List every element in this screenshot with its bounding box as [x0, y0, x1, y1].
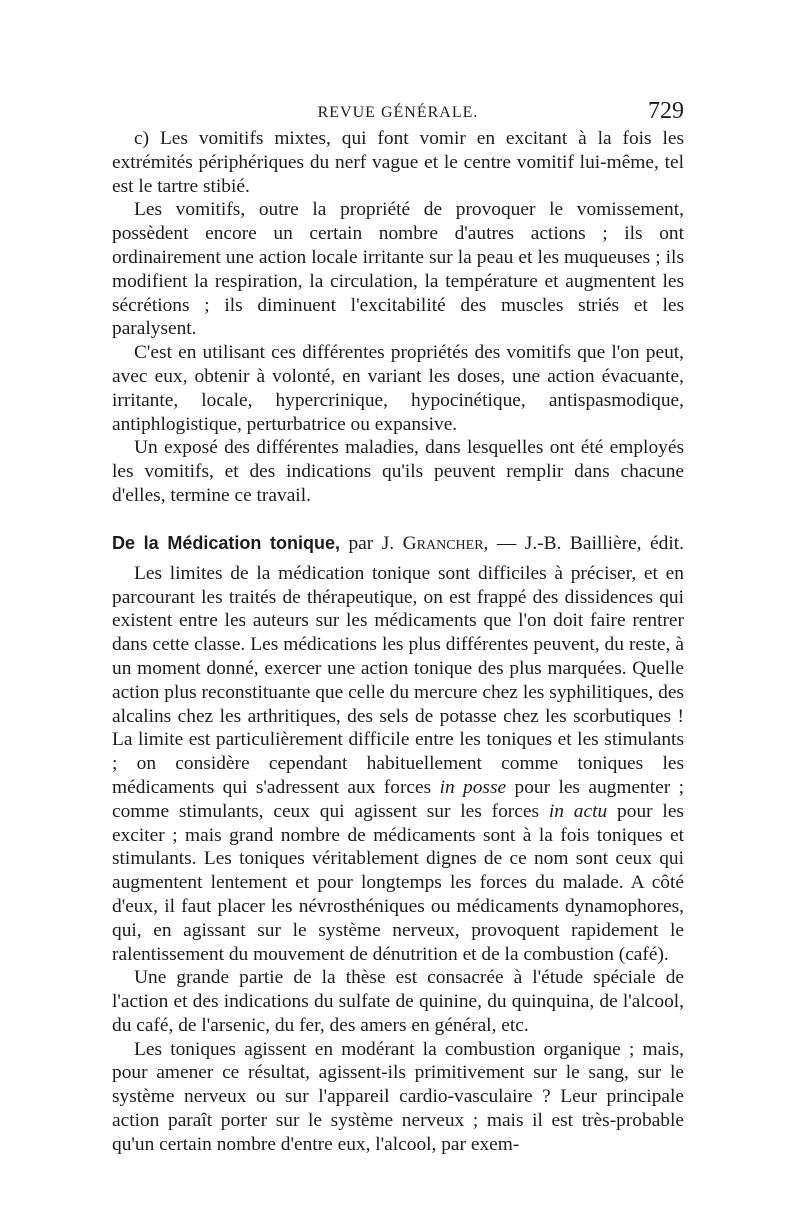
paragraph-vomitifs-maladies: Un exposé des différentes maladies, dans lesquelles ont été employés les vomitifs, et des indications qu'ils peuvent remplir dans chacune d'elles, termine ce travail. [112, 437, 684, 506]
section-title: De la Médication tonique, [112, 532, 340, 553]
paragraph-text: pour les exciter ; mais grand nombre de médicaments sont à la fois toniques et stimulants. Les toniques véritablement dignes de ce nom sont ceux qui augmentent lentement et pour longtemps les forces du malade. A côté d'eux, il faut placer les névrosthéniques ou médicaments dynamophores, qui, en agissant sur le système nerveux, provoquent rapidement le ralentissement du mouvement de dénutrition et de la combustion (café). [112, 800, 684, 965]
page-number: 729 [648, 98, 684, 124]
paragraph-text: Les limites de la médication tonique sont difficiles à préciser, et en parcourant les traités de thérapeutique, on est frappé des dissidences qui existent entre les auteurs sur les médicaments que l'on doit faire rentrer dans cette classe. Les médications les plus différentes peuvent, du reste, à un moment donné, exercer une action tonique des plus marquées. Quelle action plus reconstituante que celle du mercure chez les syphilitiques, des alcalins chez les arthritiques, des sels de potasse chez les scorbutiques ! La limite est particulièrement difficile entre les toniques et les stimulants ; on considère cependant habituellement comme toniques les médicaments qui s'adressent aux forces [112, 562, 684, 798]
paragraph-toniques-combustion: Les toniques agissent en modérant la combustion organique ; mais, pour amener ce résultat, agissent-ils primitivement sur le sang, sur le système nerveux ou sur l'appareil cardio-vasculaire ? Leur principale action paraît porter sur le système nerveux ; mais il est très-probable qu'un certain nombre d'entre eux, l'alcool, par exem- [112, 1038, 684, 1155]
section-heading [112, 531, 684, 556]
section-author: Grancher, [402, 532, 489, 554]
section-by: par J. [348, 532, 395, 554]
running-title: REVUE GÉNÉRALE. [317, 104, 479, 121]
paragraph-vomitifs-proprietes: C'est en utilisant ces différentes propriétés des vomitifs que l'on peut, avec eux, obtenir à volonté, en variant les doses, une action évacuante, irritante, locale, hypercrinique, hypocinétique, antispasmodique, antiphlogistique, perturbatrice ou expansive. [112, 342, 684, 435]
paragraph-text: pour les augmenter ; comme stimulants, ceux qui agissent sur les forces [112, 776, 684, 822]
paragraph-these-etude: Une grande partie de la thèse est consacrée à l'étude spéciale de l'action et des indications du sulfate de quinine, du quinquina, de l'alcool, du café, de l'arsenic, du fer, des amers en général, etc. [112, 967, 684, 1036]
body-text [112, 127, 684, 1157]
paragraph-vomitifs-mixtes: c) Les vomitifs mixtes, qui font vomir en excitant à la fois les extrémités périphériques du nerf vague et le centre vomitif lui-même, tel est le tartre stibié. [112, 128, 684, 197]
paragraph-medication-tonique-limites [112, 562, 684, 967]
running-header [112, 98, 684, 128]
italic-in-actu: in actu [548, 800, 608, 822]
italic-in-posse: in posse [439, 776, 507, 798]
paragraph-vomitifs-actions: Les vomitifs, outre la propriété de provoquer le vomissement, possèdent encore un certain nombre d'autres actions ; ils ont ordinairement une action locale irritante sur la peau et les muqueuses ; ils modifient la respiration, la circulation, la température et augmentent les sécrétions ; ils diminuent l'excitabilité des muscles striés et les paralysent. [112, 199, 684, 340]
section-publisher: — J.-B. Baillière, édit. [496, 532, 684, 554]
